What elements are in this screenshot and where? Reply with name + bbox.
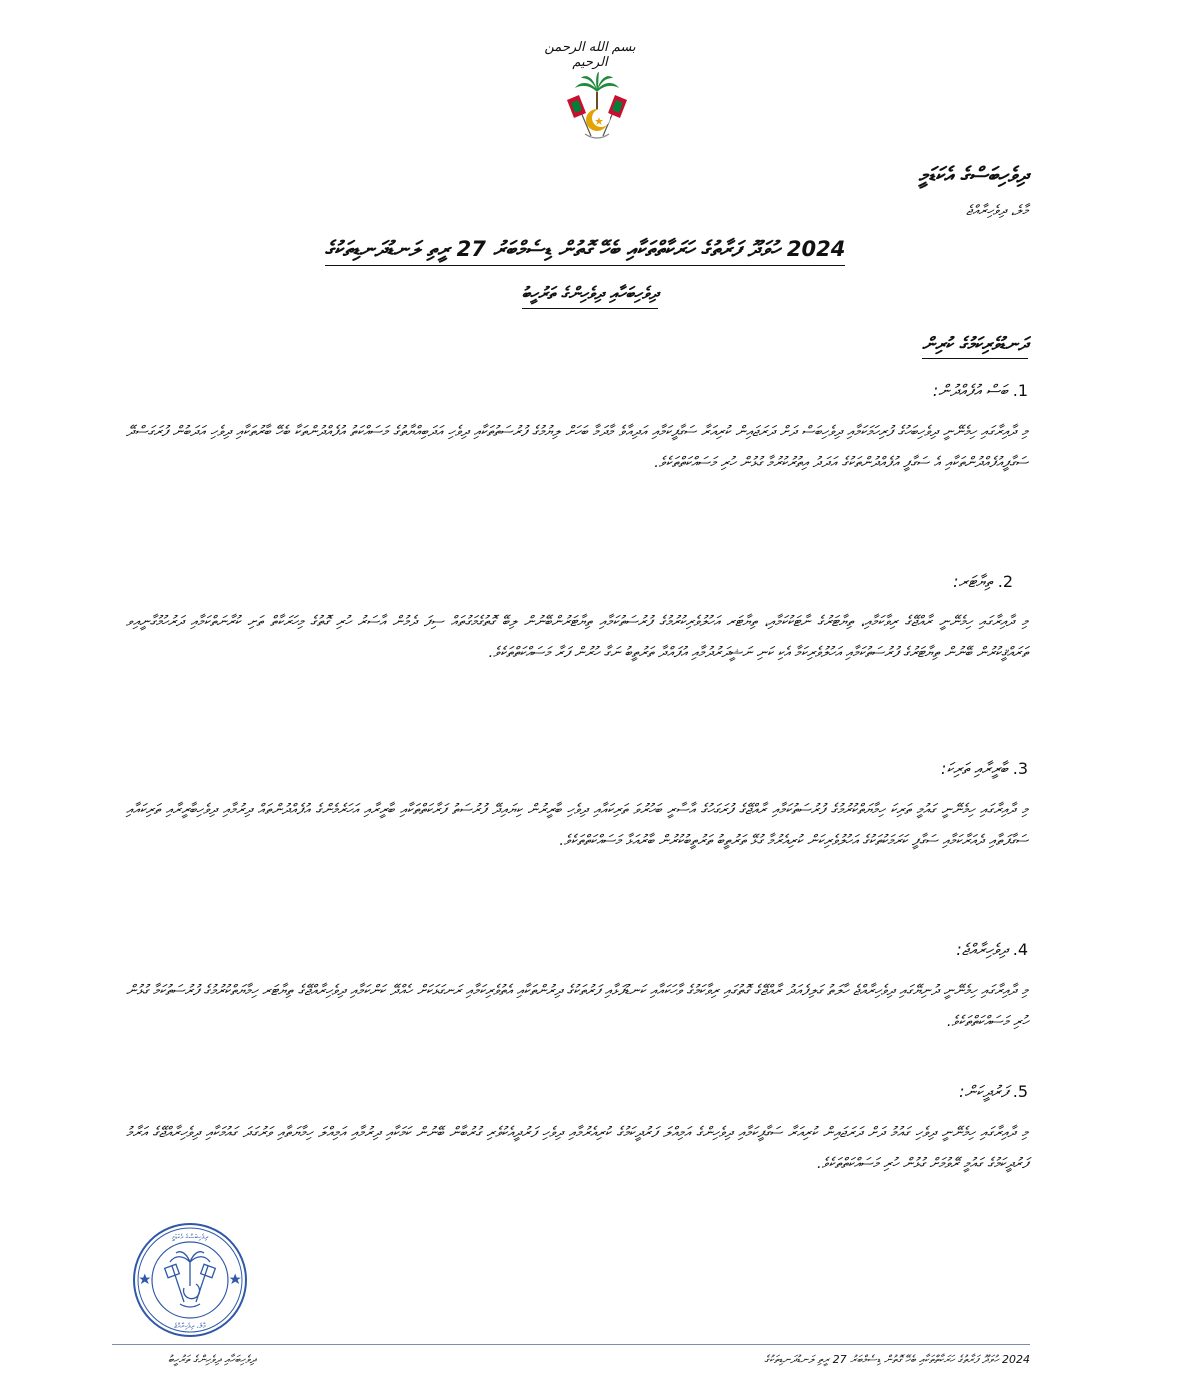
- emblem-icon: [561, 70, 633, 146]
- item-heading-4: [956, 940, 1028, 960]
- footer-right-text: 2024 ހުވަދޫ ފަރާތުގެ ހަރަކާތްތަކާއި ބެހޭ ގޮތުން ޑިސެމްބަރު 27 ރީތި ލަނޑުދަނޑިތަކުގެ: [764, 1353, 1030, 1366]
- item-paragraph-3: މި ދާއިރާގައި ހިމެނޭނީ ގައުމީ ތަރިކަ ހިމާޔަތްކުރުމުގެ ފުރުސަތުކަމާއި ރާއްޖޭގެ ފުރަގަހުގެ އާސާރީ ބަހުރުވަ ތަރިކައާއި ދިވެހި ބާރީރުން ކިޔައިދޭ ފުރުސަތު ފަރާކަތްތަކާއި ބާރީރާއި އަހަރެމެންގެ އުފެއްދުންތައް ދިރުމާއި ދިވެހިބާރީރާއި ތަރިކައާއި ސަގާފަތާއި ދެއަރާކަމާއި ސަގާފީ ކަރަމަކުތަކުގެ އަހުލުވެރިކަން ކުރިއެރުމާ ގުޅޭ ތަރުތީބު ތަރުތީބުކުރުން ބާރުއަޅާ މަސައްކަތްތަކެވެ.: [126, 802, 1028, 849]
- section-title: [922, 334, 1028, 355]
- seal-top-text: ދިވެހިބަސްގެ އެކަޑަމީ: [171, 1233, 209, 1241]
- item-paragraph-5: މި ދާއިރާގައި ހިމެނޭނީ ދިވެހި ގައުމު ދަށް ދަރަޖައިން ކުރިއަރާ ސަގާފީކަމާއި ދިވެހިންގެ އަމިއްލަ ފަރުދީކަމުގެ ކުރިއެރުމާއި ދިވެހި ފަރުދީއެކުވެރި ގުރުބާން ބޭނުން ކަމަކާއި ދިރުމާއި އަމިއްލަ ހިމާޔަތާއި ވަރުގަދަ ގައުމަކާއި ދިވެހިރާއްޖޭގެ އަރާމު ފަރުދީކަމުގެ ގައުމީ ރޭވުމަށް ގުޅުން ހުރި މަސައްކަތްތަކެވެ.: [126, 1125, 1028, 1172]
- section-title-text: ދަނޑުވެރިކަމުގެ ކުރިން: [922, 334, 1028, 359]
- item-number: 5.: [1012, 1082, 1028, 1101]
- footer-left-text: ދިވެހިބަހާއި ދިވެހިންގެ ތަރުހީބު: [168, 1353, 256, 1366]
- document-subtitle-text: ދިވެހިބަހާއި ދިވެހިންގެ ތަރުހީބު: [522, 284, 659, 309]
- item-number: 4.: [1012, 940, 1028, 959]
- item-paragraph-2: މި ދާއިރާގައި ހިމެނޭނީ ރާއްޖޭގެ ރިވާކަމާއި، ތިޔާޓަރުގެ ނާޓަކުކަމާއި، ތިޔާޓަރ އަހުލުވެރިކުރުމުގެ ފުރުސަތުކަމާއި ތިޔާޓަރުންބޭނުން ލިބޭ ގޮތުގެމަގުތައް ސިފަ ދެމުން އާސަރު ހުރި ގޮތުގެ މިހަރަކާތް ތަށި ކުރާނަތްކަމާއި ދަރުހުމުގާނީއިވ ތަރައްޤީކުރުން ބޭނުން ތިޔާޓަރުގެ ފުރުސަތުކަމާއި އަހުލުވެރިކަމާ އެކި ކަނި ނަޝީދަރުދުމާއި އުފައްދާ ތަރުތީބު ނަގާ ހުރުން ފަރާ މަސައްކަތްތަކެވެ.: [126, 614, 1028, 661]
- item-number: 1.: [1012, 381, 1028, 400]
- item-paragraph-4: މި ދާއިރާގައި ހިމެނޭނީ ދުނިޔޭގައި ދިވެހިރާއްޖެ ހާލަތު ގަލިފެއަދު ރާއްޖޭގެ ގޮތުގައި ރިވާކަމުގެ ވާހަކައާއި ކަނޑުފަޅާއި ފަރުތަކުގެ ދިރުންތަކާއި އެތުވެރިކަމާއި ރަނގަޅަކަށް ހެއްދޭ ކަންކަމާއި ދިވެހިރާއްޖޭގެ ތިޔާޓަރ ހިމާޔަތްކުރުމުގެ ފުރުސަތުކަމާ ގުޅުން ހުރި މަސައްކަތްތަކެވެ.: [126, 983, 1028, 1030]
- document-subtitle: [440, 284, 740, 304]
- item-number: 2.: [997, 572, 1013, 591]
- item-heading-text: ބާރީރާއި ތަރިކަ:: [941, 759, 1008, 778]
- item-paragraph-1: މި ދާއިރާގައި ހިމެނޭނީ ދިވެހިބަހުގެ ފުރިހަމަކަމާއި ދިވެހިބަސް ދަށް ދަރަޖައިން ކުރިއަރާ ސަގާފީކަމާއި އަދިއާވެ މާދަމާ ބަހަށް ލިޔުމުގެ ފުރުސަތުތަކާއި ދިވެހި އަދަބިއްޔާތުގެ މަސައްކަތު އުފެއްދުންތަކާ ބެހޭ ބާރުތަކާއި ދިވެހި އަދަބުން ފުރަގަސްދޭ ސަގާފީއުފެއްދުންތަކާއި އެ ސަގާފީ އުފެއްދުންތަކުގެ އަދަދު އިތުރުކުރުމާ ގުޅުން ހުރި މަސައްކަތްތަކެވެ.: [126, 424, 1028, 471]
- item-heading-text: ދިވެހިރާއްޖެ:: [956, 940, 1008, 959]
- item-number: 3.: [1012, 759, 1028, 778]
- item-heading-2: [953, 572, 1013, 592]
- item-heading-text: ފަރުދީކަން:: [959, 1082, 1008, 1101]
- bismillah: بسم الله الرحمن الرحيم: [544, 40, 636, 70]
- organization-location: މާލެ، ދިވެހިރާއްޖެ: [965, 203, 1028, 219]
- item-heading-text: ތިޔާޓަރ:: [953, 572, 993, 591]
- document-title: [230, 237, 940, 262]
- organization-name: ދިވެހިބަސްގެ އެކަޑަމީ: [918, 163, 1028, 187]
- seal-bottom-text: މާލެ، ދިވެހިރާއްޖެ: [174, 1322, 206, 1330]
- item-heading-1: [933, 381, 1028, 401]
- item-heading-5: [959, 1082, 1028, 1102]
- document-title-text: 2024 ހުވަދޫ ފަރާތުގެ ހަރަކާތްތަކާއި ބެހޭ ގޮތުން ޑިސެމްބަރު 27 ރީތި ލަނޑުދަނޑިތަކުގެ: [325, 237, 846, 266]
- footer-divider: [112, 1344, 1030, 1345]
- official-seal-icon: [132, 1222, 248, 1338]
- item-heading-text: ބަސް އުފެއްދުން:: [932, 381, 1008, 400]
- item-heading-3: [941, 759, 1028, 779]
